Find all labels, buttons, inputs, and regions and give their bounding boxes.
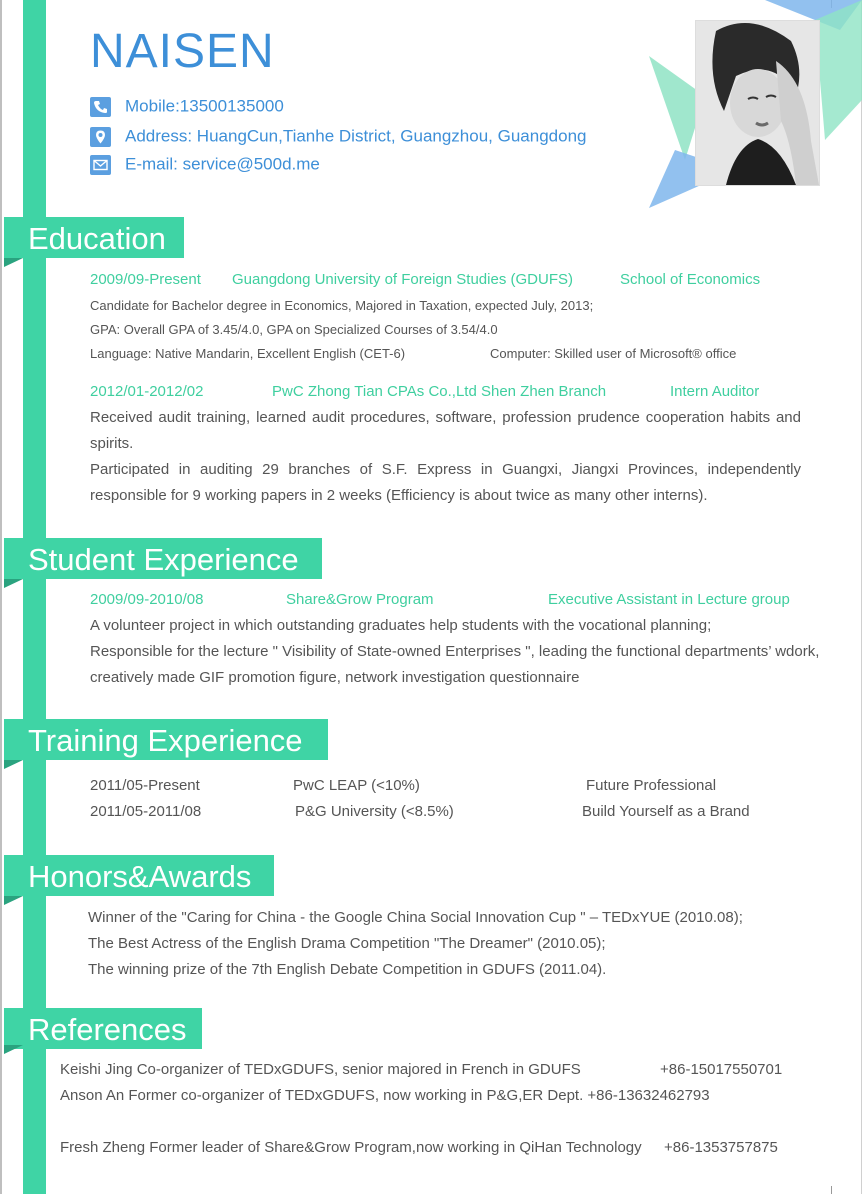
mobile-text: Mobile:13500135000 [125,96,284,116]
header-notch [4,258,23,267]
section-header-student-experience: Student Experience [4,538,322,579]
corner-mark [831,1186,840,1194]
mail-icon [90,155,111,175]
training-program: PwC LEAP (<10%) [293,777,420,794]
honor-item: The Best Actress of the English Drama Competition "The Dreamer" (2010.05); [88,935,606,952]
edu2-paragraph: Participated in auditing 29 branches of S.F. Express in Guangxi, Jiangxi Provinces, independently responsible for 9 working papers in 2 weeks (Efficiency is about twice as many other interns). [90,461,801,504]
contact-email [90,153,320,175]
student-date: 2009/09-2010/08 [90,591,204,608]
student-line: creatively made GIF promotion figure, network investigation questionnaire [90,669,580,686]
profile-photo [695,20,820,186]
edu1-computer: Computer: Skilled user of Microsoft® office [490,346,737,361]
edu1-line: Candidate for Bachelor degree in Economics, Majored in Taxation, expected July, 2013; [90,298,594,313]
edu2-org: PwC Zhong Tian CPAs Co.,Ltd Shen Zhen Branch [272,383,607,400]
edu2-paragraph: Received audit training, learned audit procedures, software, profession prudence cooperation habits and spirits. [90,409,801,452]
header-notch [4,579,23,588]
section-header-references: References [4,1008,202,1049]
student-org: Share&Grow Program [286,591,434,608]
training-date: 2011/05-2011/08 [90,803,202,820]
section-header-honors-awards: Honors&Awards [4,855,274,896]
email-text: E-mail: service@500d.me [125,154,320,174]
reference-text: Fresh Zheng Former leader of Share&Grow Program,now working in QiHan Technology [60,1139,642,1156]
honor-item: Winner of the "Caring for China - the Google China Social Innovation Cup " – TEDxYUE (2010.08); [88,909,743,926]
address-text: Address: HuangCun,Tianhe District, Guangzhou, Guangdong [125,126,587,146]
student-line: A volunteer project in which outstanding graduates help students with the vocational planning; [90,617,712,634]
contact-address [90,125,586,147]
header-notch [4,896,23,905]
header-notch [4,1045,23,1054]
header-notch [4,760,23,769]
candidate-name: NAISEN [90,25,275,78]
reference-text: Anson An Former co-organizer of TEDxGDUFS, now working in P&G,ER Dept. +86-13632462793 [60,1087,710,1104]
edu1-role: School of Economics [620,271,761,288]
reference-phone: +86-1353757875 [664,1139,778,1156]
edu2-date: 2012/01-2012/02 [90,383,204,400]
student-line: Responsible for the lecture " Visibility of State-owned Enterprises ", leading the functional departments’ wdork, [90,643,820,660]
student-role: Executive Assistant in Lecture group [548,591,790,608]
page-edge [0,0,2,1194]
training-title: Build Yourself as a Brand [582,803,750,820]
location-icon [90,127,111,147]
reference-text: Keishi Jing Co-organizer of TEDxGDUFS, senior majored in French in GDUFS [60,1061,581,1078]
edu1-org: Guangdong University of Foreign Studies (GDUFS) [232,271,573,288]
phone-icon [90,97,111,117]
training-program: P&G University (<8.5%) [295,803,454,820]
honor-item: The winning prize of the 7th English Debate Competition in GDUFS (2011.04). [88,961,607,978]
edu1-line: GPA: Overall GPA of 3.45/4.0, GPA on Specialized Courses of 3.54/4.0 [90,322,498,337]
edu1-language: Language: Native Mandarin, Excellent English (CET-6) [90,346,406,361]
training-title: Future Professional [586,777,717,794]
edu2-role: Intern Auditor [670,383,760,400]
section-header-training-experience: Training Experience [4,719,328,760]
section-header-education: Education [4,217,184,258]
reference-phone: +86-15017550701 [660,1061,783,1078]
contact-mobile [90,95,284,117]
training-date: 2011/05-Present [90,777,200,794]
edu1-date: 2009/09-Present [90,271,201,288]
